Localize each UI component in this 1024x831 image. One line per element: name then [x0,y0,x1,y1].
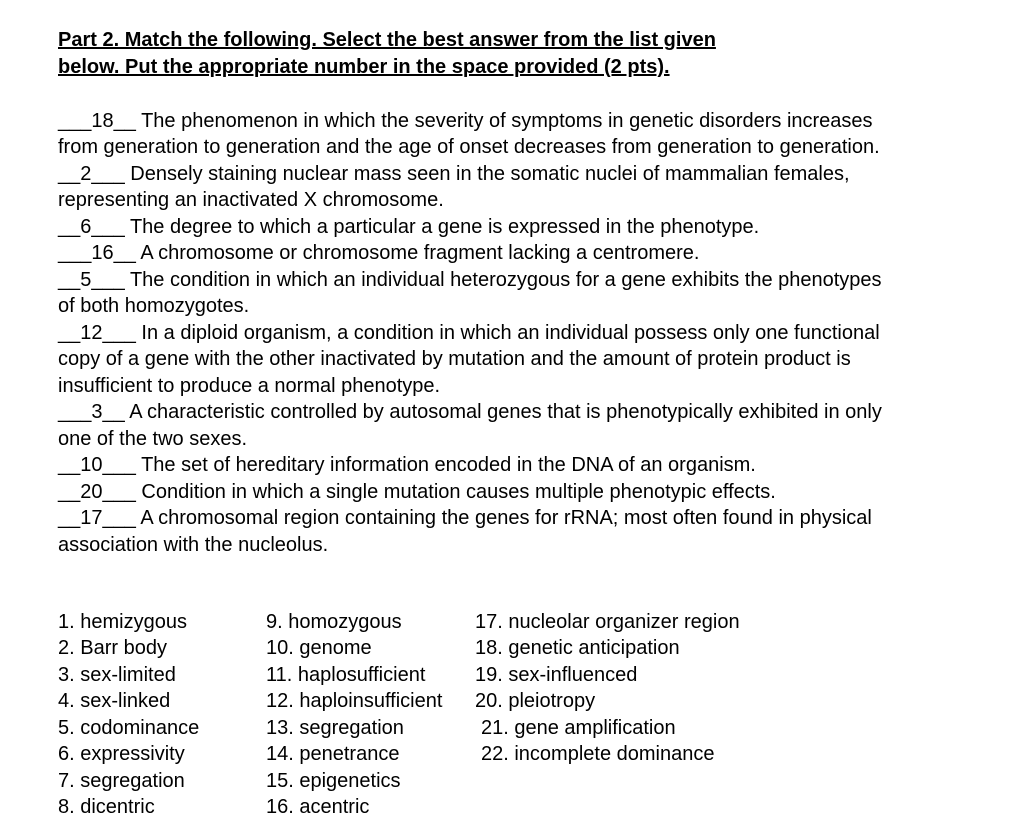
blank-prefix: __ [58,268,81,291]
matching-item [58,399,890,452]
answer-blank[interactable]: 12 [80,321,103,344]
answer-blank[interactable]: 10 [80,454,103,476]
blank-prefix: __ [58,321,81,344]
blank-prefix: __ [58,507,81,529]
blank-suffix: ___ [102,321,136,344]
blank-prefix: ___ [58,242,92,264]
blank-suffix: ___ [91,215,125,238]
word-list-option: 22. incomplete dominance [481,743,715,765]
word-list-option: 20. pleiotropy [475,690,596,712]
item-description: A chromosomal region containing the genes for rRNA; most often found in physical association with the nucleolus. [58,507,872,556]
word-list-option: 13. segregation [266,716,404,739]
item-description: In a diploid organism, a condition in which an individual possess only one functional copy of a gene with the other inactivated by mutation and the amount of protein product is insufficient to produce a normal phenotype. [58,321,880,397]
blank-suffix: ___ [91,162,125,185]
word-list-option: 21. gene amplification [481,716,676,739]
word-list-option: 6. expressivity [58,743,185,765]
item-description: The phenomenon in which the severity of symptoms in genetic disorders increases from generation to generation and the age of onset decreases from generation to generation. [58,109,880,158]
blank-prefix: __ [58,454,81,476]
blank-suffix: ___ [91,268,125,291]
blank-suffix: __ [113,109,136,132]
answer-blank[interactable]: 16 [91,242,114,264]
blank-suffix: __ [102,401,125,423]
blank-prefix: ___ [58,401,92,423]
heading-line-2: below. Put the appropriate number in the space provided (2 pts). [58,55,670,78]
matching-item [58,267,890,320]
word-list-option: 18. genetic anticipation [475,637,680,659]
blank-prefix: __ [58,215,81,238]
answer-blank[interactable]: 5 [80,268,92,291]
answer-blank[interactable]: 20 [80,480,103,503]
item-description: Condition in which a single mutation causes multiple phenotypic effects. [135,480,776,503]
heading-line-1: Part 2. Match the following. Select the best answer from the list given [58,29,716,51]
word-list-option: 11. haplosufficient [266,663,426,686]
item-description: A characteristic controlled by autosomal genes that is phenotypically exhibited in only one of the two sexes. [58,401,882,450]
blank-suffix: ___ [102,507,136,529]
blank-prefix: ___ [58,109,92,132]
matching-item [58,452,890,479]
answer-blank[interactable]: 3 [91,401,103,423]
answer-blank[interactable]: 17 [80,507,103,529]
word-list-option: 7. segregation [58,769,185,792]
item-description: The set of hereditary information encoded in the DNA of an organism. [135,454,756,476]
word-list-option: 1. hemizygous [58,610,187,633]
item-description: Densely staining nuclear mass seen in the somatic nuclei of mammalian females, representing an inactivated X chromosome. [58,162,850,211]
word-list-column-1 [58,609,199,821]
blank-prefix: __ [58,162,81,185]
matching-item [58,320,890,400]
blank-suffix: ___ [102,454,136,476]
matching-item [58,505,890,558]
matching-item [58,214,890,241]
word-list-option: 16. acentric [266,796,370,818]
item-description: A chromosome or chromosome fragment lacking a centromere. [135,242,700,264]
word-list-option: 19. sex-influenced [475,663,638,686]
word-list-option: 3. sex-limited [58,663,176,686]
matching-item [58,479,890,506]
blank-prefix: __ [58,480,81,503]
blank-suffix: __ [113,242,136,264]
word-list-column-3 [475,609,740,768]
word-list-option: 17. nucleolar organizer region [475,610,740,633]
matching-item [58,161,890,214]
word-list-option: 14. penetrance [266,743,400,765]
word-list-option: 15. epigenetics [266,769,401,792]
item-description: The condition in which an individual heterozygous for a gene exhibits the phenotypes of both homozygotes. [58,268,882,317]
word-list-option: 12. haploinsufficient [266,690,443,712]
word-list-option: 9. homozygous [266,610,402,633]
answer-blank[interactable]: 2 [80,162,92,185]
answer-blank[interactable]: 18 [91,109,114,132]
item-description: The degree to which a particular a gene is expressed in the phenotype. [124,215,760,238]
word-list-option: 2. Barr body [58,637,167,659]
matching-item [58,108,890,161]
instructions-heading [58,27,958,80]
matching-item [58,240,890,267]
word-list-option: 5. codominance [58,716,200,739]
matching-questions [58,108,890,559]
word-list-option: 4. sex-linked [58,690,171,712]
answer-blank[interactable]: 6 [80,215,92,238]
word-list-option: 8. dicentric [58,796,155,818]
word-list-option: 10. genome [266,637,372,659]
blank-suffix: ___ [102,480,136,503]
word-list-column-2 [266,609,442,821]
